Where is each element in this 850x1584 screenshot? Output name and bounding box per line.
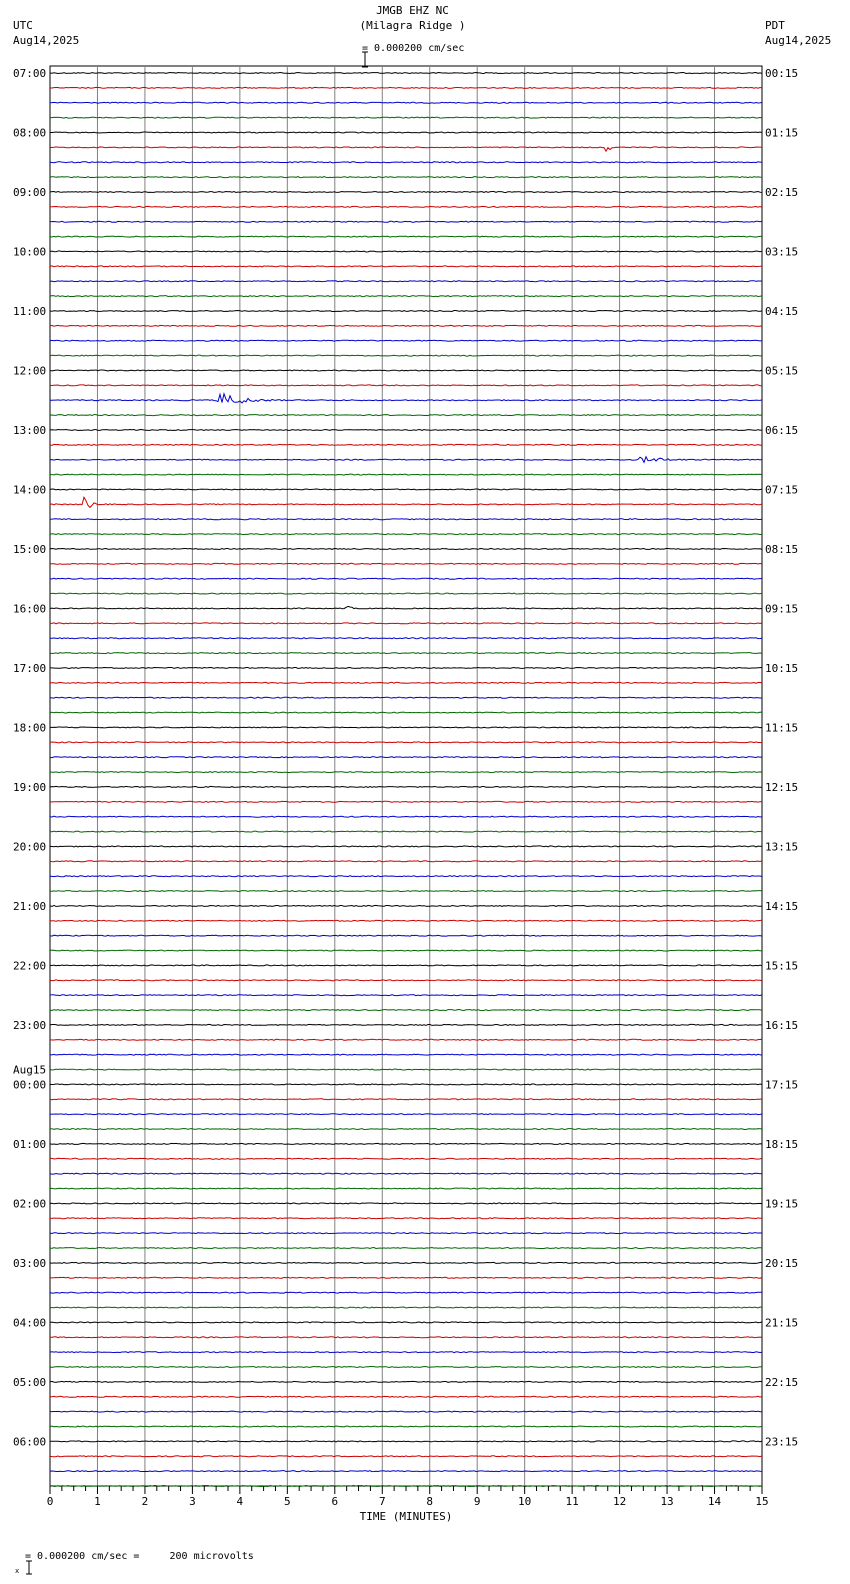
seismic-trace	[50, 102, 762, 103]
pdt-hour-label: 13:15	[765, 840, 799, 854]
seismic-trace	[50, 497, 762, 507]
pdt-hour-label: 01:15	[765, 126, 799, 140]
utc-hour-label: 10:00	[13, 245, 47, 259]
seismic-trace	[50, 489, 762, 490]
seismic-trace	[50, 876, 762, 877]
seismic-trace	[50, 251, 762, 252]
seismic-trace	[50, 444, 762, 445]
pdt-hour-label: 04:15	[765, 304, 799, 318]
seismic-trace	[50, 920, 762, 921]
seismic-trace	[50, 415, 762, 416]
right-time-zone: PDT	[765, 19, 785, 32]
seismic-trace	[50, 1114, 762, 1115]
seismic-trace	[50, 1203, 762, 1204]
pdt-hour-label: 15:15	[765, 959, 799, 973]
utc-hour-label: 08:00	[13, 126, 47, 140]
seismic-trace	[50, 385, 762, 386]
seismic-trace	[50, 1039, 762, 1040]
seismic-trace	[50, 563, 762, 564]
seismic-trace	[50, 457, 762, 463]
x-tick-label: 14	[707, 1495, 722, 1508]
pdt-hour-label: 18:15	[765, 1137, 799, 1151]
seismic-trace	[50, 772, 762, 773]
seismic-trace	[50, 296, 762, 297]
x-tick-label: 7	[378, 1495, 386, 1508]
seismic-trace	[50, 73, 762, 74]
seismic-trace	[50, 534, 762, 535]
x-tick-label: 15	[755, 1495, 769, 1508]
x-tick-label: 8	[426, 1495, 434, 1508]
pdt-hour-label: 21:15	[765, 1316, 799, 1330]
utc-hour-label: 00:00	[13, 1078, 47, 1092]
pdt-hour-label: 02:15	[765, 185, 799, 199]
pdt-hour-label: 22:15	[765, 1375, 799, 1389]
pdt-hour-label: 19:15	[765, 1197, 799, 1211]
seismic-trace	[50, 1129, 762, 1130]
utc-hour-label: 05:00	[13, 1375, 47, 1389]
seismic-trace	[50, 1426, 762, 1427]
seismic-trace	[50, 727, 762, 728]
seismic-trace	[50, 192, 762, 193]
svg-text:x: x	[15, 1567, 20, 1575]
seismic-trace	[50, 281, 762, 282]
seismic-trace	[50, 355, 762, 356]
pdt-hour-label: 05:15	[765, 364, 799, 378]
seismic-trace	[50, 1054, 762, 1055]
seismic-trace	[50, 1099, 762, 1100]
seismic-trace	[50, 905, 762, 906]
seismic-trace	[50, 519, 762, 520]
seismic-trace	[50, 801, 762, 802]
seismic-trace	[50, 861, 762, 862]
seismic-trace	[50, 578, 762, 579]
seismic-trace	[50, 1337, 762, 1338]
seismic-trace	[50, 682, 762, 683]
seismic-trace	[50, 606, 762, 609]
utc-hour-label: 01:00	[13, 1137, 47, 1151]
x-tick-label: 5	[284, 1495, 291, 1508]
pdt-hour-label: 23:15	[765, 1435, 799, 1449]
seismic-trace	[50, 1396, 762, 1397]
utc-hour-label: 11:00	[13, 304, 47, 318]
pdt-hour-label: 14:15	[765, 899, 799, 913]
seismic-trace	[50, 430, 762, 431]
site-name: (Milagra Ridge )	[359, 19, 466, 32]
x-tick-label: 13	[660, 1495, 674, 1508]
seismic-trace	[50, 1188, 762, 1189]
x-tick-label: 3	[189, 1495, 196, 1508]
utc-hour-label: 23:00	[13, 1018, 47, 1032]
seismic-trace	[50, 1441, 762, 1442]
footer-scale-icon	[2, 1546, 22, 1575]
utc-hour-label: 07:00	[13, 67, 47, 80]
pdt-hour-label: 09:15	[765, 602, 799, 616]
seismic-trace	[50, 623, 762, 624]
seismic-trace	[50, 370, 762, 371]
utc-hour-label: 12:00	[13, 364, 47, 378]
left-time-zone: UTC	[13, 19, 33, 32]
utc-hour-label: 14:00	[13, 483, 47, 497]
seismic-trace	[50, 1471, 762, 1472]
seismic-trace	[50, 177, 762, 178]
utc-hour-label: 04:00	[13, 1316, 47, 1330]
seismic-trace	[50, 394, 762, 403]
seismic-trace	[50, 638, 762, 639]
utc-hour-label: 22:00	[13, 959, 47, 973]
x-tick-label: 11	[565, 1495, 579, 1508]
seismic-trace	[50, 1069, 762, 1070]
seismic-trace	[50, 697, 762, 698]
seismic-trace	[50, 474, 762, 475]
seismic-trace	[50, 221, 762, 222]
pdt-hour-label: 08:15	[765, 542, 799, 556]
pdt-hour-label: 20:15	[765, 1256, 799, 1270]
plot-frame	[50, 66, 762, 1486]
seismic-trace	[50, 1381, 762, 1382]
seismic-trace	[50, 653, 762, 654]
pdt-hour-label: 12:15	[765, 780, 799, 794]
seismic-trace	[50, 891, 762, 892]
seismic-trace	[50, 816, 762, 817]
date-change-label: Aug15	[13, 1063, 47, 1077]
x-tick-label: 9	[473, 1495, 481, 1508]
utc-hour-label: 06:00	[13, 1435, 47, 1449]
x-tick-label: 0	[46, 1495, 54, 1508]
seismic-trace	[50, 1248, 762, 1249]
utc-hour-label: 15:00	[13, 542, 47, 556]
seismic-trace	[50, 757, 762, 758]
seismic-trace	[50, 846, 762, 847]
pdt-hour-label: 00:15	[765, 67, 799, 80]
pdt-hour-label: 06:15	[765, 423, 799, 437]
seismic-trace	[50, 206, 762, 207]
pdt-hour-label: 16:15	[765, 1018, 799, 1032]
seismic-trace	[50, 1352, 762, 1353]
pdt-hour-label: 17:15	[765, 1078, 799, 1092]
station-title: JMGB EHZ NC	[376, 4, 449, 17]
x-tick-label: 2	[141, 1495, 149, 1508]
seismic-trace	[50, 1367, 762, 1368]
seismic-trace	[50, 1010, 762, 1011]
seismic-trace	[50, 1411, 762, 1412]
utc-hour-label: 13:00	[13, 423, 47, 437]
utc-hour-label: 16:00	[13, 602, 47, 616]
seismic-trace	[50, 266, 762, 267]
seismic-trace	[50, 935, 762, 936]
x-tick-label: 4	[236, 1495, 244, 1508]
scale-label: = 0.000200 cm/sec	[362, 43, 465, 54]
seismic-trace	[50, 162, 762, 163]
seismic-trace	[50, 712, 762, 713]
seismic-trace	[50, 965, 762, 966]
seismic-trace	[50, 236, 762, 237]
x-tick-label: 12	[612, 1495, 627, 1508]
seismic-trace	[50, 1218, 762, 1219]
seismic-trace	[50, 87, 762, 88]
seismic-trace	[50, 1277, 762, 1278]
utc-hour-label: 20:00	[13, 840, 47, 854]
right-date: Aug14,2025	[765, 34, 832, 47]
seismic-trace	[50, 1084, 762, 1085]
utc-hour-label: 09:00	[13, 185, 47, 199]
seismic-trace	[50, 1173, 762, 1174]
seismic-trace	[50, 1307, 762, 1308]
seismic-trace	[50, 786, 762, 787]
pdt-hour-label: 10:15	[765, 661, 799, 675]
pdt-hour-label: 11:15	[765, 721, 799, 735]
utc-hour-label: 02:00	[13, 1197, 47, 1211]
seismic-trace	[50, 325, 762, 326]
x-axis-label: TIME (MINUTES)	[359, 1510, 453, 1523]
seismic-trace	[50, 995, 762, 996]
x-tick-label: 10	[518, 1495, 532, 1508]
seismic-trace	[50, 1158, 762, 1159]
utc-hour-label: 03:00	[13, 1256, 47, 1270]
seismic-trace	[50, 1143, 762, 1144]
seismic-trace	[50, 980, 762, 981]
utc-hour-label: 17:00	[13, 661, 47, 675]
seismic-trace	[50, 1292, 762, 1293]
seismic-trace	[50, 132, 762, 133]
utc-hour-label: 18:00	[13, 721, 47, 735]
seismic-trace	[50, 147, 762, 151]
x-tick-label: 6	[331, 1495, 339, 1508]
x-tick-label: 1	[94, 1495, 101, 1508]
seismic-trace	[50, 668, 762, 669]
seismic-trace	[50, 950, 762, 951]
seismic-trace	[50, 1024, 762, 1025]
utc-hour-label: 19:00	[13, 780, 47, 794]
seismic-trace	[50, 340, 762, 341]
seismic-trace	[50, 549, 762, 550]
seismic-trace	[50, 1233, 762, 1234]
pdt-hour-label: 03:15	[765, 245, 799, 259]
seismic-trace	[50, 593, 762, 594]
seismic-trace	[50, 1322, 762, 1323]
seismic-trace	[50, 311, 762, 312]
left-date: Aug14,2025	[13, 34, 80, 47]
pdt-hour-label: 07:15	[765, 483, 799, 497]
seismic-trace	[50, 742, 762, 743]
footer-scale-note: = 0.000200 cm/sec = 200 microvolts	[25, 1551, 254, 1562]
seismic-trace	[50, 1262, 762, 1263]
utc-hour-label: 21:00	[13, 899, 47, 913]
seismic-trace	[50, 117, 762, 118]
seismic-trace	[50, 831, 762, 832]
seismic-trace	[50, 1456, 762, 1457]
